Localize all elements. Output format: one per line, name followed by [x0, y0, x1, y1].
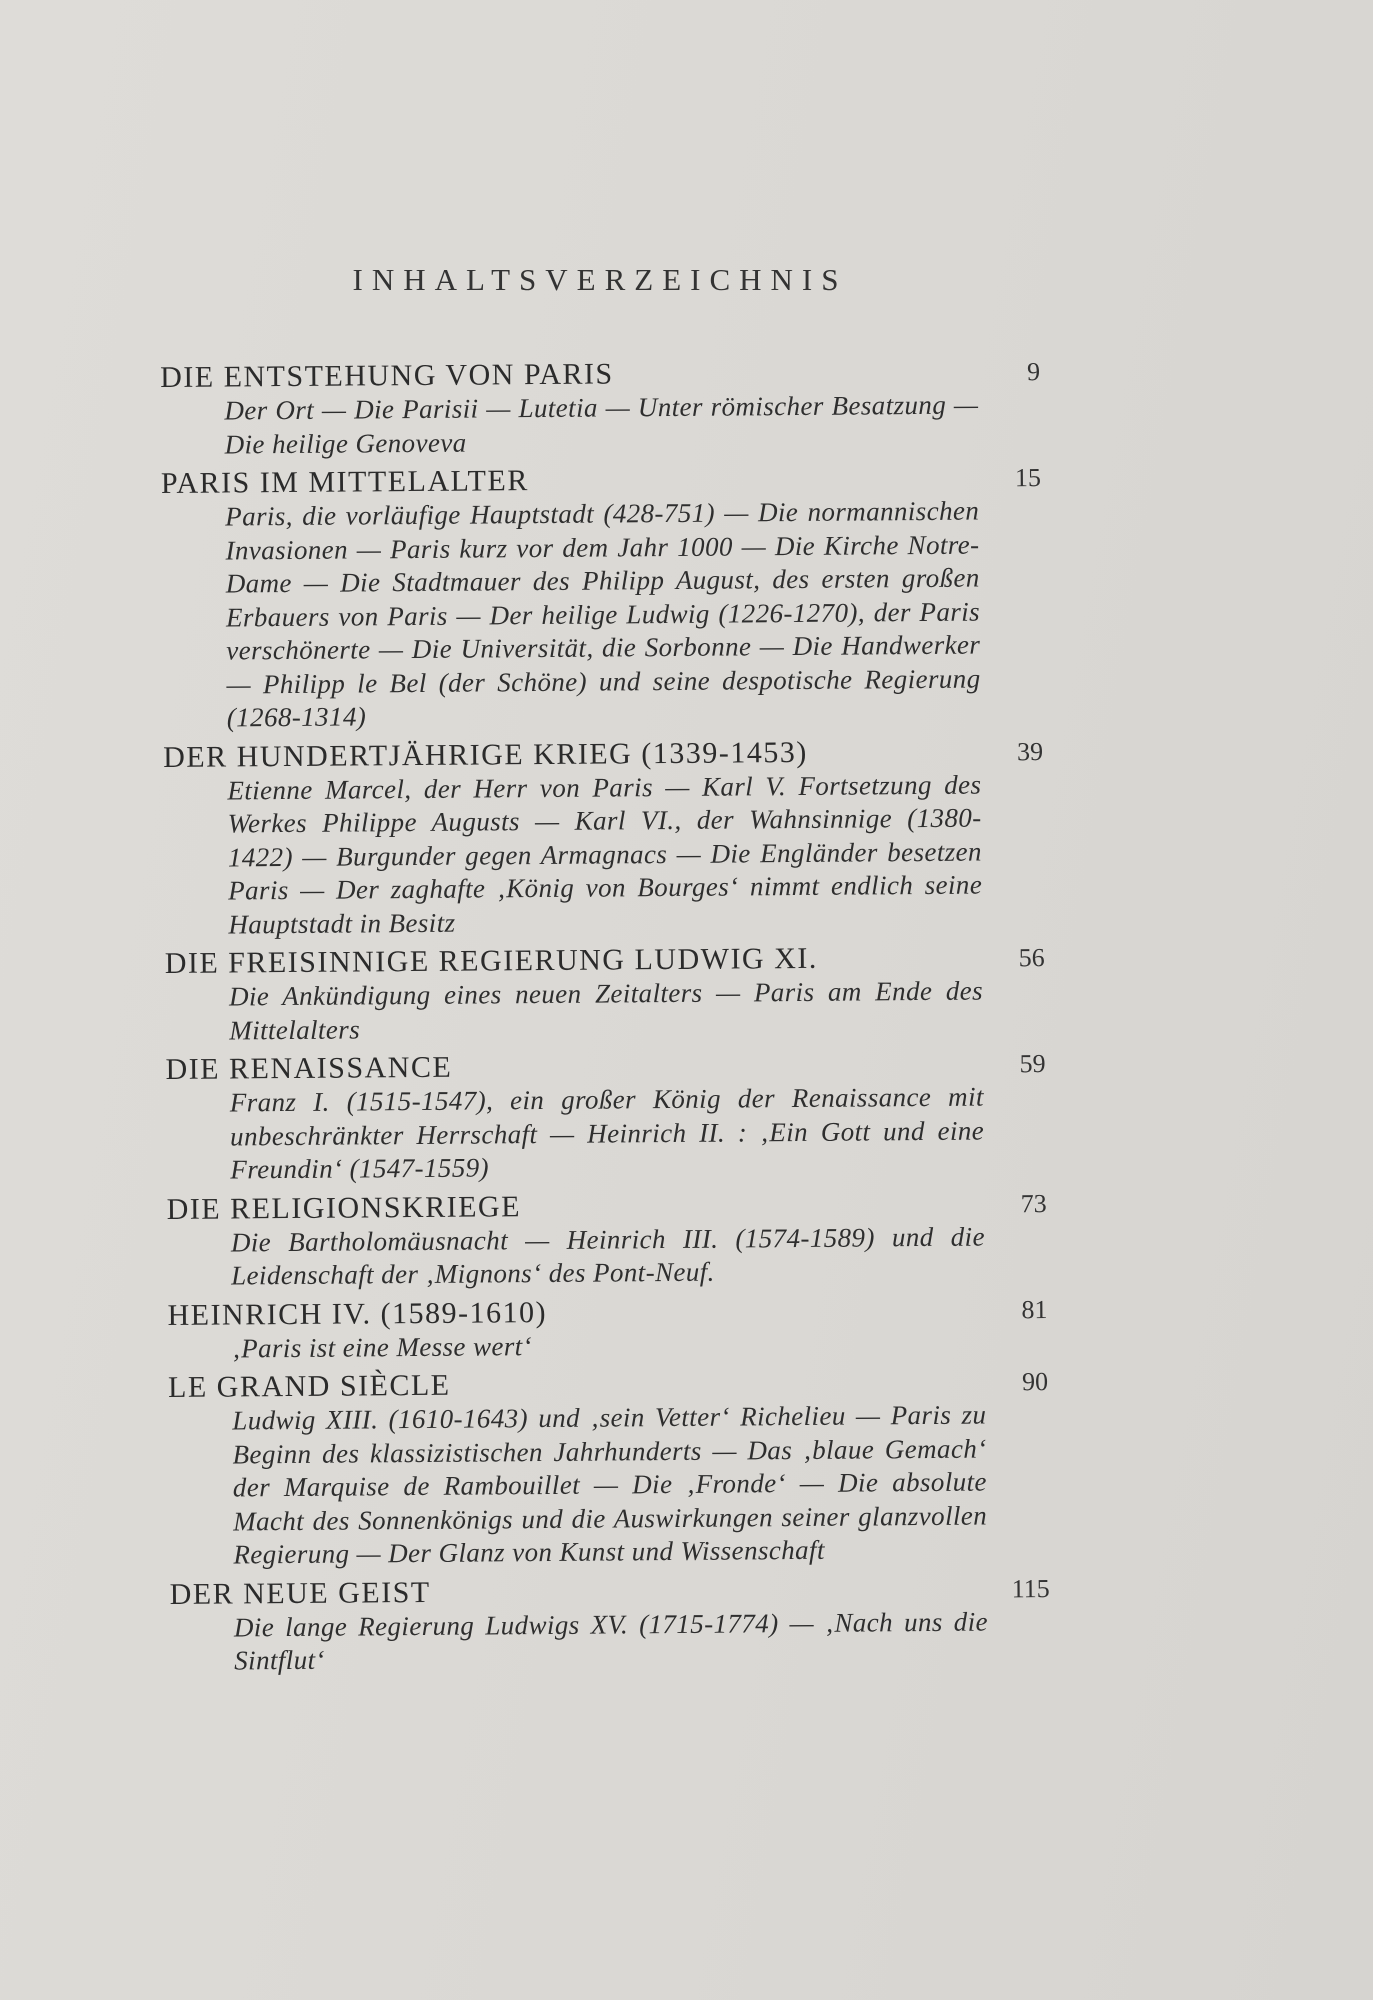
page-number: 56 [1018, 943, 1045, 973]
chapter-summary: ‚Paris ist eine Messe wert‘ [231, 1330, 533, 1363]
chapter-summary: Die Ankündigung eines neuen Zeitalters — Paris am Ende des Mittelalters [228, 975, 984, 1045]
toc-entry [165, 1045, 1046, 1187]
page-number: 15 [1014, 463, 1042, 493]
chapter-summary: Der Ort — Die Parisii — Lutetia — Unter römischer Besatzung — Die heilige Genoveva [224, 389, 979, 459]
chapter-summary: Etienne Marcel, der Herr von Paris — Karl V. Fortsetzung des Werkes Philippe Augusts — Karl VI., der Wahnsinnige (1380-1422) — Burgunder gegen Armagnacs — Die Engländer besetzen Paris — Der zaghafte ‚König von Bourges‘ nimmt endlich seine Hauptstadt in Besitz [227, 769, 983, 939]
toc-entry [167, 1291, 1048, 1366]
toc-entry-header [167, 1291, 1047, 1333]
chapter-summary: Ludwig XIII. (1610-1643) und ‚sein Vetter‘ Richelieu — Paris zu Beginn des klassizistischen Jahrhunderts — Das ‚blaue Gemach‘ der Marquise de Rambouillet — Die ‚Fronde‘ — Die absolute Macht des Sonnenkönigs und die Auswirkungen seiner glanzvollen Regierung — Der Glanz von Kunst und Wissenschaft [232, 1399, 988, 1570]
chapter-summary: Die Bartholomäusnacht — Heinrich III. (1574-1589) und die Leidenschaft der ‚Mignons‘ des Pont-Neuf. [230, 1221, 986, 1291]
toc-entry [160, 353, 1041, 462]
toc-entry [165, 939, 1046, 1048]
chapter-summary: Franz I. (1515-1547), ein großer König der Renaissance mit unbeschränkter Herrschaft — Heinrich II. : ‚Ein Gott und eine Freundin‘ (1547-1559) [229, 1081, 985, 1185]
toc-entry [163, 733, 1045, 942]
page-number: 81 [1021, 1294, 1048, 1324]
page-number: 9 [1027, 357, 1041, 387]
chapter-title: DER HUNDERTJÄHRIGE KRIEG (1339-1453) [162, 735, 808, 774]
page-number: 39 [1016, 736, 1044, 766]
chapter-title: HEINRICH IV. (1589-1610) [167, 1295, 548, 1332]
chapter-title: DIE ENTSTEHUNG VON PARIS [160, 357, 614, 394]
page-number: 59 [1019, 1049, 1046, 1079]
page-number: 73 [1020, 1188, 1047, 1218]
chapter-title: DIE RENAISSANCE [165, 1050, 453, 1086]
chapter-title: DER NEUE GEIST [169, 1575, 431, 1611]
chapter-title: DIE FREISINNIGE REGIERUNG LUDWIG XI. [164, 941, 818, 980]
chapter-title: DIE RELIGIONSKRIEGE [166, 1189, 522, 1226]
page-number: 115 [1011, 1573, 1050, 1603]
toc-entry [167, 1185, 1048, 1294]
chapter-title: LE GRAND SIÈCLE [167, 1368, 451, 1404]
chapter-title: PARIS IM MITTELALTER [160, 464, 529, 500]
page-number: 90 [1021, 1367, 1049, 1397]
toc-entry [170, 1570, 1051, 1679]
chapter-summary: Paris, die vorläufige Hauptstadt (428-751) — Die normannischen Invasionen — Paris kurz vor dem Jahr 1000 — Die Kirche Notre-Dame — Die Stadtmauer des Philipp August, des ersten großen Erbauers von Paris — Der heilige Ludwig (1226-1270), der Paris verschönerte — Die Universität, die Sorbonne — Die Handwerker — Philipp le Bel (der Schöne) und seine despotische Regierung (1268-1314) [225, 495, 981, 733]
chapter-summary: Die lange Regierung Ludwigs XV. (1715-1774) — ‚Nach uns die Sintflut‘ [233, 1606, 989, 1676]
toc-entry [161, 459, 1043, 735]
table-of-contents [160, 353, 1050, 1682]
toc-heading: INHALTSVERZEICHNIS [352, 262, 848, 297]
toc-entry [168, 1363, 1050, 1572]
